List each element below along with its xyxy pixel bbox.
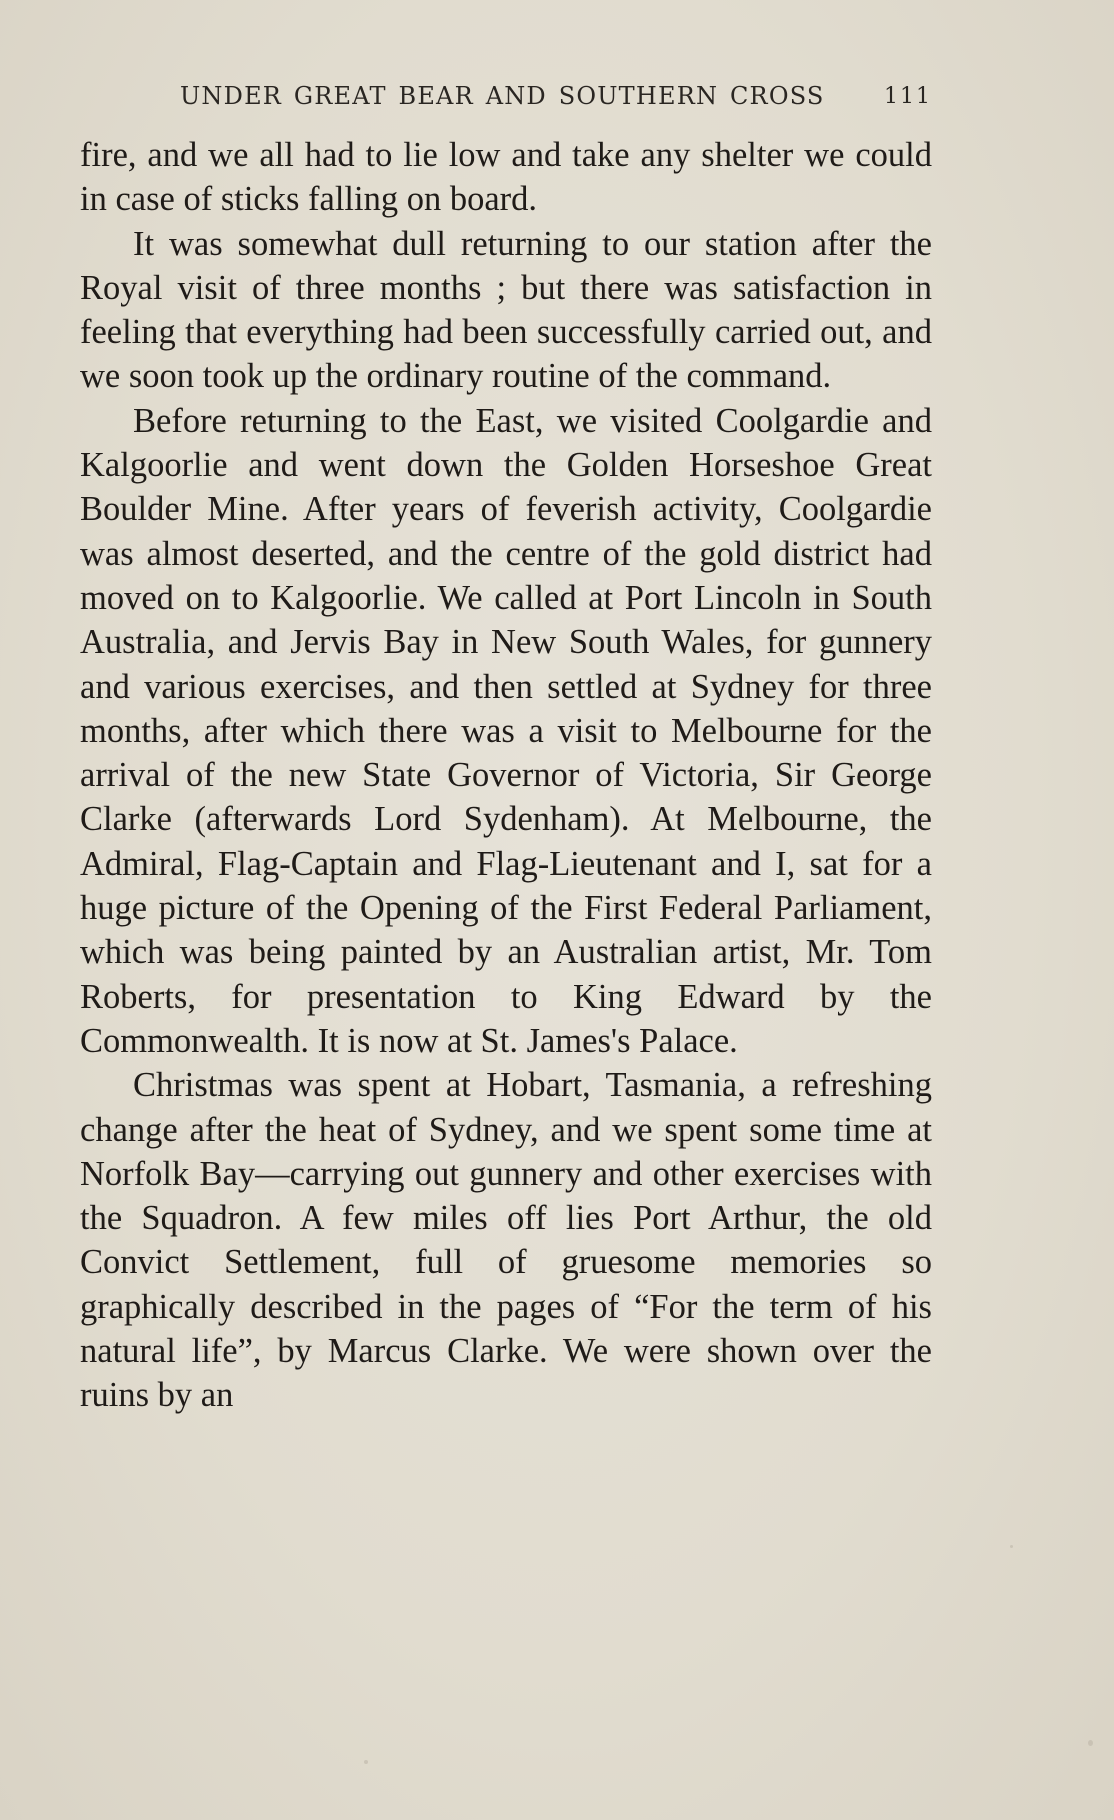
paper-speck — [1010, 1545, 1013, 1548]
paragraph-4: Christmas was spent at Hobart, Tasmania, a refreshing change after the heat of Sydney, and we spent some time at Norfolk Bay—carrying out gunnery and other exercises with the Squadron. A few miles off lies Port Arthur, the old Convict Settlement, full of gruesome memories so graphically described in the pages of “For the term of his natural life”, by Marcus Clarke. We were shown over the ruins by an — [80, 1066, 932, 1415]
paragraph-3: Before returning to the East, we visited Coolgardie and Kalgoorlie and went down the Golden Horseshoe Great Boulder Mine. After years of feverish activity, Coolgardie was almost deserted, and the centre of the gold district had moved on to Kalgoorlie. We called at Port Lincoln in South Australia, and Jervis Bay in New South Wales, for gunnery and various exercises, and then settled at Sydney for three months, after which there was a visit to Melbourne for the arrival of the new State Governor of Victoria, Sir George Clarke (afterwards Lord Sydenham). At Melbourne, the Admiral, Flag-Captain and Flag-Lieutenant and I, sat for a huge picture of the Opening of the First Federal Parliament, which was being painted by an Australian artist, Mr. Tom Roberts, for presentation to King Edward by the Commonwealth. It is now at St. James's Palace. — [80, 401, 932, 1060]
running-head-title: UNDER GREAT BEAR AND SOUTHERN CROSS — [180, 82, 825, 110]
body-text — [80, 133, 932, 1418]
page-number: 111 — [884, 84, 932, 109]
paper-speck — [364, 1760, 368, 1764]
paper-speck — [1088, 1740, 1093, 1746]
paragraph-1: fire, and we all had to lie low and take any shelter we could in case of sticks falling on board. — [80, 136, 932, 219]
paragraph-2: It was somewhat dull returning to our station after the Royal visit of three months ; but there was satisfaction in feeling that everything had been successfully carried out, and we soon took up the ordinary routine of the command. — [80, 224, 932, 396]
running-head — [80, 82, 932, 114]
